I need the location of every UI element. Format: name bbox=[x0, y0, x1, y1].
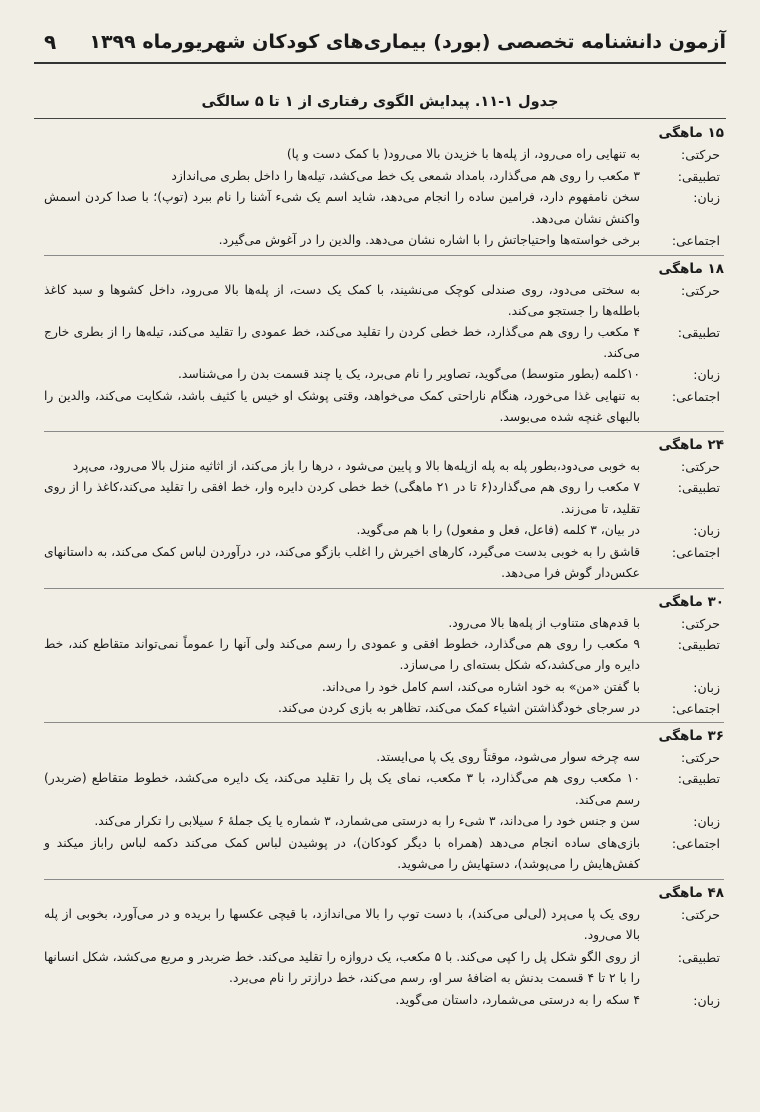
domain-label: زبان: bbox=[693, 190, 720, 205]
milestone-row bbox=[44, 187, 724, 230]
age-heading: ۳۶ ماهگی bbox=[658, 727, 724, 744]
milestone-text: سخن نامفهوم دارد، فرامین ساده را انجام می‌دهد، شاید اسم یک شیء آشنا را نام ببرد (توپ)؛ با صدا کردن اسمش واکنش نشان می‌دهد. bbox=[44, 190, 640, 226]
milestone-text: قاشق را به خوبی بدست می‌گیرد، کارهای اخیرش را اغلب بازگو می‌کند، در، درآوردن لباس کمک می‌کند، به داستانهای عکس‌دار گوش فرا می‌دهد. bbox=[44, 544, 640, 581]
milestone-text: در بیان، ۳ کلمه (فاعل، فعل و مفعول) را با هم می‌گوید. bbox=[356, 523, 640, 538]
header-divider bbox=[34, 62, 726, 64]
table-top-divider bbox=[34, 118, 726, 119]
age-section bbox=[44, 258, 724, 432]
milestone-text: به سختی می‌دود، روی صندلی کوچک می‌نشیند، با کمک یک دست، از پله‌ها بالا می‌رود، داخل کشوها و سبد کاغذ باطله‌ها را جستجو می‌کند. bbox=[44, 282, 640, 318]
milestone-row bbox=[44, 634, 724, 676]
milestone-row bbox=[44, 166, 724, 188]
domain-label: حرکتی: bbox=[681, 906, 720, 922]
milestone-row bbox=[44, 747, 724, 769]
domain-label: حرکتی: bbox=[681, 282, 720, 298]
milestone-text: برخی خواسته‌ها واحتیاجاتش را با اشاره نشان می‌دهد. والدین را در آغوش می‌گیرد. bbox=[218, 233, 640, 247]
milestone-row bbox=[44, 542, 724, 585]
domain-label: حرکتی: bbox=[681, 458, 720, 474]
milestone-text: به تنهایی غذا می‌خورد، هنگام ناراحتی کمک می‌خواهد، وقتی پوشک او خیس یا کثیف باشد، شکایت می‌کند، والدین را بالبهای غنچه شده می‌بوسد. bbox=[44, 388, 640, 424]
milestone-text: ۴ مکعب را روی هم می‌گذارد، خط خطی کردن را تقلید می‌کند، خط عمودی را تقلید می‌کند، تیله‌ها را از بطری خارج می‌کند. bbox=[44, 324, 640, 361]
milestone-text: با گفتن «من» به خود اشاره می‌کند، اسم کامل خود را می‌داند. bbox=[321, 679, 640, 694]
milestone-row bbox=[44, 677, 724, 698]
milestone-row bbox=[44, 520, 724, 542]
milestone-row bbox=[44, 833, 724, 876]
domain-label: اجتماعی: bbox=[671, 544, 720, 560]
milestone-text: ۷ مکعب را روی هم می‌گذارد(۶ تا در ۲۱ ماهگی) خط خطی کردن دایره وار، خط افقی را تقلید می‌کند،کاغذ را از روی تقلید، تا می‌زند. bbox=[44, 480, 640, 516]
domain-label: تطبیقی: bbox=[677, 949, 720, 965]
milestone-row bbox=[44, 947, 724, 990]
milestone-row bbox=[44, 456, 724, 478]
header-title: آزمون دانشنامه تخصصی (بورد) بیماری‌های کودکان شهریورماه ۱۳۹۹ bbox=[89, 31, 726, 53]
milestone-text: با قدم‌های متناوب از پله‌ها بالا می‌رود. bbox=[448, 615, 640, 630]
milestone-row bbox=[44, 990, 724, 1012]
domain-label: اجتماعی: bbox=[671, 388, 720, 404]
domain-label: زبان: bbox=[693, 367, 720, 383]
milestone-row bbox=[44, 698, 724, 719]
domain-label: اجتماعی: bbox=[671, 835, 720, 851]
milestone-row bbox=[44, 904, 724, 947]
age-section bbox=[44, 434, 724, 589]
domain-label: تطبیقی: bbox=[677, 324, 720, 340]
milestone-row bbox=[44, 364, 724, 385]
milestone-row bbox=[44, 322, 724, 364]
domain-label: تطبیقی: bbox=[677, 168, 720, 184]
domain-label: زبان: bbox=[693, 992, 720, 1008]
domain-label: اجتماعی: bbox=[671, 233, 720, 248]
milestone-text: سه چرخه سوار می‌شود، موقتاً روی یک پا می‌ایستد. bbox=[376, 749, 640, 764]
milestone-row bbox=[44, 811, 724, 833]
age-heading: ۲۴ ماهگی bbox=[658, 436, 724, 453]
age-section bbox=[44, 591, 724, 723]
milestone-text: بازی‌های ساده انجام می‌دهد (همراه با دیگر کودکان)، در پوشیدن لباس کمک می‌کند دکمه لباس راباز میکند و کفش‌هایش را می‌پوشد)، دستهایش را می‌شوید. bbox=[44, 835, 640, 872]
milestones-table bbox=[44, 120, 724, 1014]
domain-label: حرکتی: bbox=[681, 749, 720, 765]
age-heading: ۳۰ ماهگی bbox=[658, 593, 724, 610]
age-section bbox=[44, 725, 724, 880]
milestone-row bbox=[44, 768, 724, 811]
domain-label: تطبیقی: bbox=[677, 771, 720, 787]
milestone-text: ۱۰کلمه (بطور متوسط) می‌گوید، تصاویر را نام می‌برد، یک یا چند قسمت بدن را می‌شناسد. bbox=[177, 367, 640, 382]
milestone-text: به تنهایی راه می‌رود، از پله‌ها با خزیدن بالا می‌رود( با کمک دست و پا) bbox=[286, 147, 640, 161]
age-heading: ۴۸ ماهگی bbox=[658, 884, 724, 901]
milestone-row bbox=[44, 477, 724, 520]
milestone-text: از روی الگو شکل پل را کپی می‌کند. با ۵ مکعب، یک دروازه را تقلید می‌کند. خط ضربدر و مربع می‌کشد، شکل انسانها را با ۲ تا ۴ قسمت بدنش به اضافهٔ سر او، رسم می‌کند، خط درازتر را نام می‌برد. bbox=[44, 949, 640, 986]
milestone-row bbox=[44, 144, 724, 166]
domain-label: اجتماعی: bbox=[671, 700, 720, 716]
milestone-text: در سرجای خودگذاشتن اشیاء کمک می‌کند، تظاهر به بازی کردن می‌کند. bbox=[277, 700, 640, 715]
domain-label: حرکتی: bbox=[681, 147, 720, 162]
milestone-text: سن و جنس خود را می‌داند، ۳ شیء را به درستی می‌شمارد، ۳ شماره یا یک جملهٔ ۶ سیلابی را تکرار می‌کند. bbox=[94, 814, 640, 829]
domain-label: زبان: bbox=[693, 679, 720, 695]
age-heading: ۱۵ ماهگی bbox=[658, 125, 724, 141]
milestone-text: به خوبی می‌دود،بطور پله به پله ازپله‌ها بالا و پایین می‌شود ، درها را باز می‌کند، از اثاثیه منزل بالا می‌رود، می‌پرد bbox=[72, 458, 640, 473]
milestone-text: ۳ مکعب را روی هم می‌گذارد، بامداد شمعی یک خط می‌کشد، تیله‌ها را داخل بطری می‌اندازد bbox=[171, 168, 640, 183]
age-heading: ۱۸ ماهگی bbox=[658, 260, 724, 277]
domain-label: حرکتی: bbox=[681, 615, 720, 631]
milestone-text: ۹ مکعب را روی هم می‌گذارد، خطوط افقی و عمودی را رسم می‌کند ولی آنها را عموماً نمی‌تواند متقاطع کند، خط دایره وار می‌کشد،که شکل بسته‌ای را می‌سازد. bbox=[44, 637, 640, 673]
milestone-row bbox=[44, 280, 724, 322]
domain-label: تطبیقی: bbox=[677, 637, 720, 653]
page-header bbox=[44, 26, 726, 58]
milestone-text: ۴ سکه را به درستی می‌شمارد، داستان می‌گوید. bbox=[395, 992, 640, 1007]
milestone-text: روی یک پا می‌پرد (لی‌لی می‌کند)، با دست توپ را بالا می‌اندازد، با قیچی عکسها را بریده و در می‌آورد، بخوبی از پله بالا می‌رود. bbox=[44, 906, 640, 943]
table-title: جدول ۱-۱۱. پیدایش الگوی رفتاری از ۱ تا ۵ سالگی bbox=[201, 94, 559, 110]
milestone-row bbox=[44, 386, 724, 428]
page-number: ۹ bbox=[44, 30, 57, 54]
milestone-text: ۱۰ مکعب روی هم می‌گذارد، با ۳ مکعب، نمای یک پل را تقلید می‌کند، یک دایره می‌کشد، خطوط متقاطع (ضربدر) رسم می‌کند. bbox=[44, 771, 640, 807]
domain-label: تطبیقی: bbox=[677, 480, 720, 496]
domain-label: زبان: bbox=[693, 523, 720, 539]
domain-label: زبان: bbox=[693, 814, 720, 830]
milestone-row bbox=[44, 230, 724, 252]
age-section bbox=[44, 882, 724, 1015]
milestone-row bbox=[44, 613, 724, 634]
age-section bbox=[44, 122, 724, 256]
